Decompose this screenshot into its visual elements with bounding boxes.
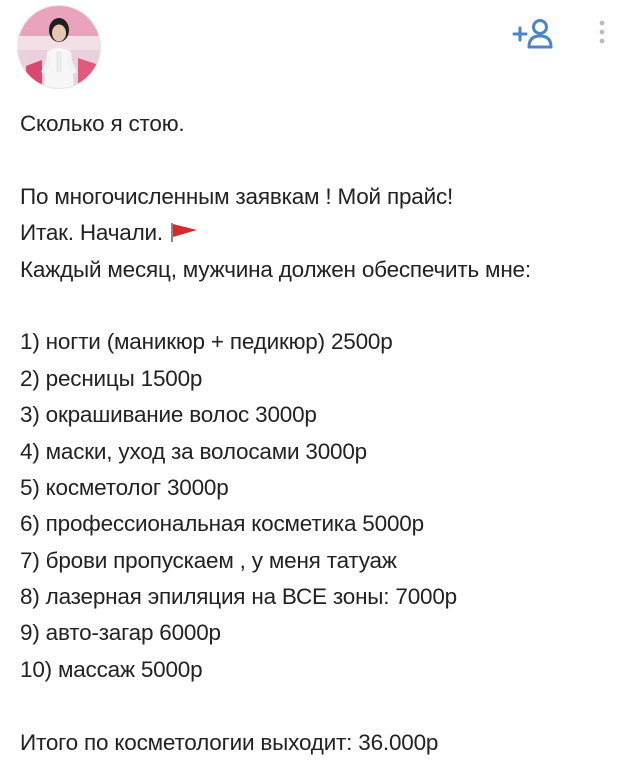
price-list (20, 324, 628, 688)
post-intro-3: Каждый месяц, мужчина должен обеспечить мне: (20, 256, 531, 282)
add-friend-button[interactable] (510, 14, 558, 54)
post-title: Сколько я стою. (20, 111, 185, 136)
list-item: 5) косметолог 3000р (20, 474, 229, 500)
post-text (20, 106, 628, 761)
post-intro-2: Итак. Начали. (20, 220, 163, 246)
blank-line (20, 142, 628, 178)
list-item: 7) брови пропускаем , у меня татуаж (20, 547, 397, 573)
blank-line (20, 688, 628, 724)
post-header (0, 0, 640, 100)
list-item: 1) ногти (маникюр + педикюр) 2500р (20, 329, 393, 355)
list-item: 4) маски, уход за волосами 3000р (20, 438, 367, 464)
post-intro-1: По многочисленным заявкам ! Мой прайс! (20, 183, 454, 209)
more-options-button[interactable] (590, 14, 614, 54)
list-item: 2) ресницы 1500р (20, 365, 203, 391)
post-total: Итого по косметологии выходит: 36.000р (20, 729, 439, 755)
profile-avatar[interactable] (18, 6, 100, 88)
list-item: 9) авто-загар 6000р (20, 620, 221, 646)
blank-line (20, 288, 628, 324)
list-item: 10) массаж 5000р (20, 656, 203, 682)
list-item: 3) окрашивание волос 3000р (20, 402, 317, 428)
red-flag-icon (169, 218, 199, 254)
list-item: 6) профессиональная косметика 5000р (20, 511, 424, 537)
post-intro-2-row (20, 215, 628, 251)
more-vertical-icon (590, 14, 614, 54)
list-item: 8) лазерная эпиляция на ВСЕ зоны: 7000р (20, 584, 457, 610)
avatar-image (18, 6, 100, 88)
add-friend-icon (510, 14, 558, 54)
